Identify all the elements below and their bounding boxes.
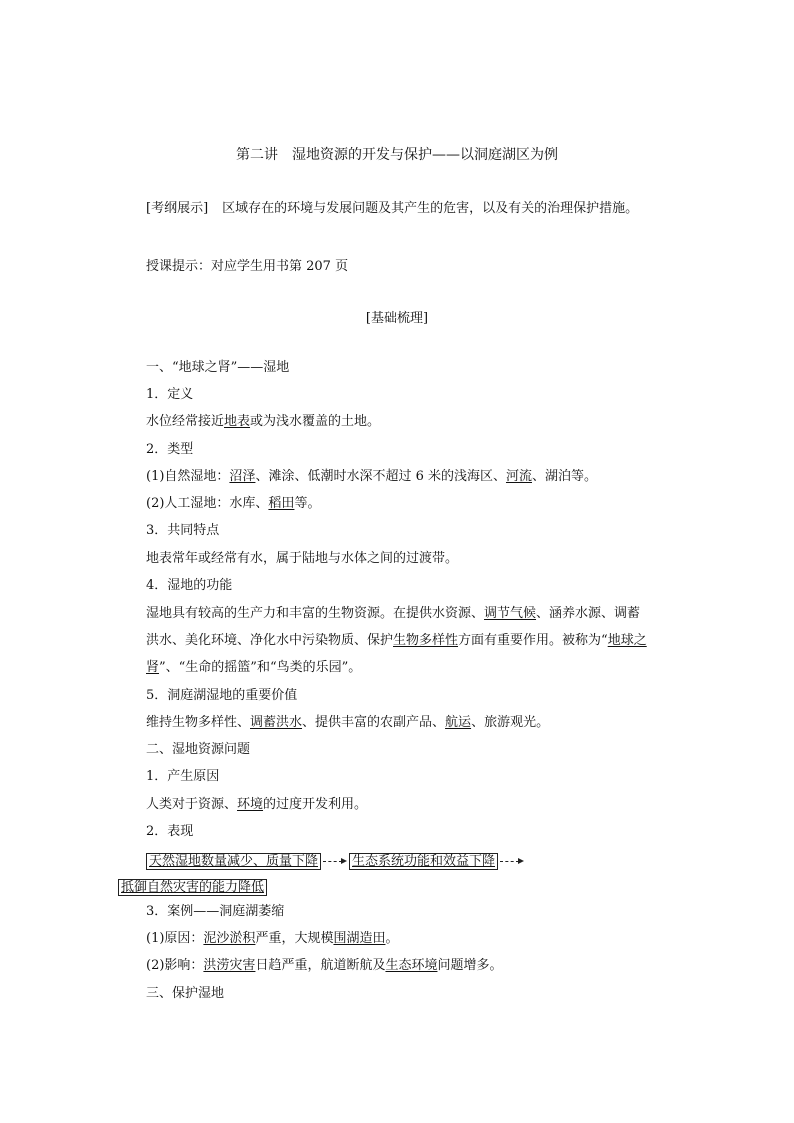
underlined-term: 调节气候: [484, 606, 537, 621]
text: 问题增多。: [437, 958, 503, 973]
text: 湿地具有较高的生产力和丰富的生物资源。在提供水资源、: [146, 606, 485, 621]
text: 、提供丰富的农副产品、: [302, 715, 446, 730]
sub-heading-functions: 4．湿地的功能: [146, 578, 233, 593]
text: 方面有重要作用。被称为“: [458, 633, 608, 648]
underlined-term: 围湖造田: [333, 931, 386, 946]
heading-3: 三、保护湿地: [146, 986, 225, 1001]
sub-heading-definition: 1．定义: [146, 387, 194, 402]
types-natural: [146, 469, 597, 485]
text: (2)影响：: [146, 958, 204, 973]
text: 。: [385, 931, 399, 946]
arrow-right-icon: [323, 856, 347, 866]
text: (2)人工湿地：水库、: [146, 496, 269, 511]
arrow-right-icon: [500, 856, 524, 866]
sub-heading-causes: 1．产生原因: [146, 769, 220, 784]
text: 日趋严重，航道断航及: [255, 958, 386, 973]
text: 洪水、美化环境、净化水中污染物质、保护: [146, 633, 394, 648]
text: (1)原因：: [146, 931, 204, 946]
underlined-term: 地表: [224, 414, 251, 429]
heading-1: 一、“地球之肾”——湿地: [146, 360, 290, 375]
text: 、涵养水源、调蓄: [536, 606, 641, 621]
functions-line-1: [146, 606, 640, 622]
underlined-term: 稻田: [268, 496, 295, 511]
flow-box-3: 抵御自然灾害的能力降低: [118, 879, 267, 896]
case-impact: [146, 958, 502, 974]
sub-heading-value: 5．洞庭湖湿地的重要价值: [146, 688, 298, 703]
manifestation-flow: [146, 852, 526, 870]
section-heading: [基础梳理]: [365, 311, 429, 326]
underlined-term: 沼泽: [229, 469, 256, 484]
functions-line-2: [146, 633, 647, 649]
flow-box-1: 天然湿地数量减少、质量下降: [146, 853, 321, 870]
definition-text: [146, 414, 380, 430]
underlined-term: 河流: [505, 469, 532, 484]
text: 、湖泊等。: [532, 469, 598, 484]
kaogang-label: [考纲展示]: [146, 201, 209, 216]
text: 等。: [294, 496, 321, 511]
sub-heading-case: 3．案例——洞庭湖萎缩: [146, 904, 285, 919]
heading-2: 二、湿地资源问题: [146, 742, 251, 757]
text: 或为浅水覆盖的土地。: [250, 414, 381, 429]
sub-heading-types: 2．类型: [146, 442, 194, 457]
causes-text: [146, 797, 367, 813]
case-reason: [146, 931, 398, 947]
text: 、旅游观光。: [471, 715, 550, 730]
text: (1)自然湿地：: [146, 469, 230, 484]
functions-line-3: [146, 660, 361, 676]
value-text: [146, 715, 549, 731]
kaogang-text: 区域存在的环境与发展问题及其产生的危害，以及有关的治理保护措施。: [222, 201, 639, 216]
underlined-term: 地球之: [607, 633, 647, 648]
sub-heading-features: 3．共同特点: [146, 523, 220, 538]
text: ”、“生命的摇篮”和“鸟类的乐园”。: [159, 660, 362, 675]
features-text: 地表常年或经常有水，属于陆地与水体之间的过渡带。: [146, 551, 459, 566]
underlined-term: 泥沙淤积: [203, 931, 256, 946]
underlined-term: 生物多样性: [393, 633, 459, 648]
text: 、滩涂、低潮时水深不超过 6 米的浅海区、: [255, 469, 506, 484]
manifestation-flow-continued: [118, 878, 267, 896]
flow-box-2: 生态系统功能和效益下降: [349, 853, 498, 870]
underlined-term: 调蓄洪水: [250, 715, 303, 730]
shouke-line: 授课提示：对应学生用书第 207 页: [146, 259, 349, 274]
text: 人类对于资源、: [146, 797, 238, 812]
page-title: 第二讲 湿地资源的开发与保护——以洞庭湖区为例: [236, 147, 558, 163]
underlined-term: 肾: [146, 660, 160, 675]
underlined-term: 航运: [445, 715, 472, 730]
underlined-term: 生态环境: [385, 958, 438, 973]
text: 水位经常接近: [146, 414, 225, 429]
underlined-term: 环境: [237, 797, 264, 812]
text: 的过度开发利用。: [263, 797, 368, 812]
kaogang-line: [146, 201, 638, 217]
sub-heading-manifestation: 2．表现: [146, 824, 194, 839]
types-artificial: [146, 496, 320, 512]
text: 严重，大规模: [255, 931, 334, 946]
text: 维持生物多样性、: [146, 715, 251, 730]
underlined-term: 洪涝灾害: [203, 958, 256, 973]
